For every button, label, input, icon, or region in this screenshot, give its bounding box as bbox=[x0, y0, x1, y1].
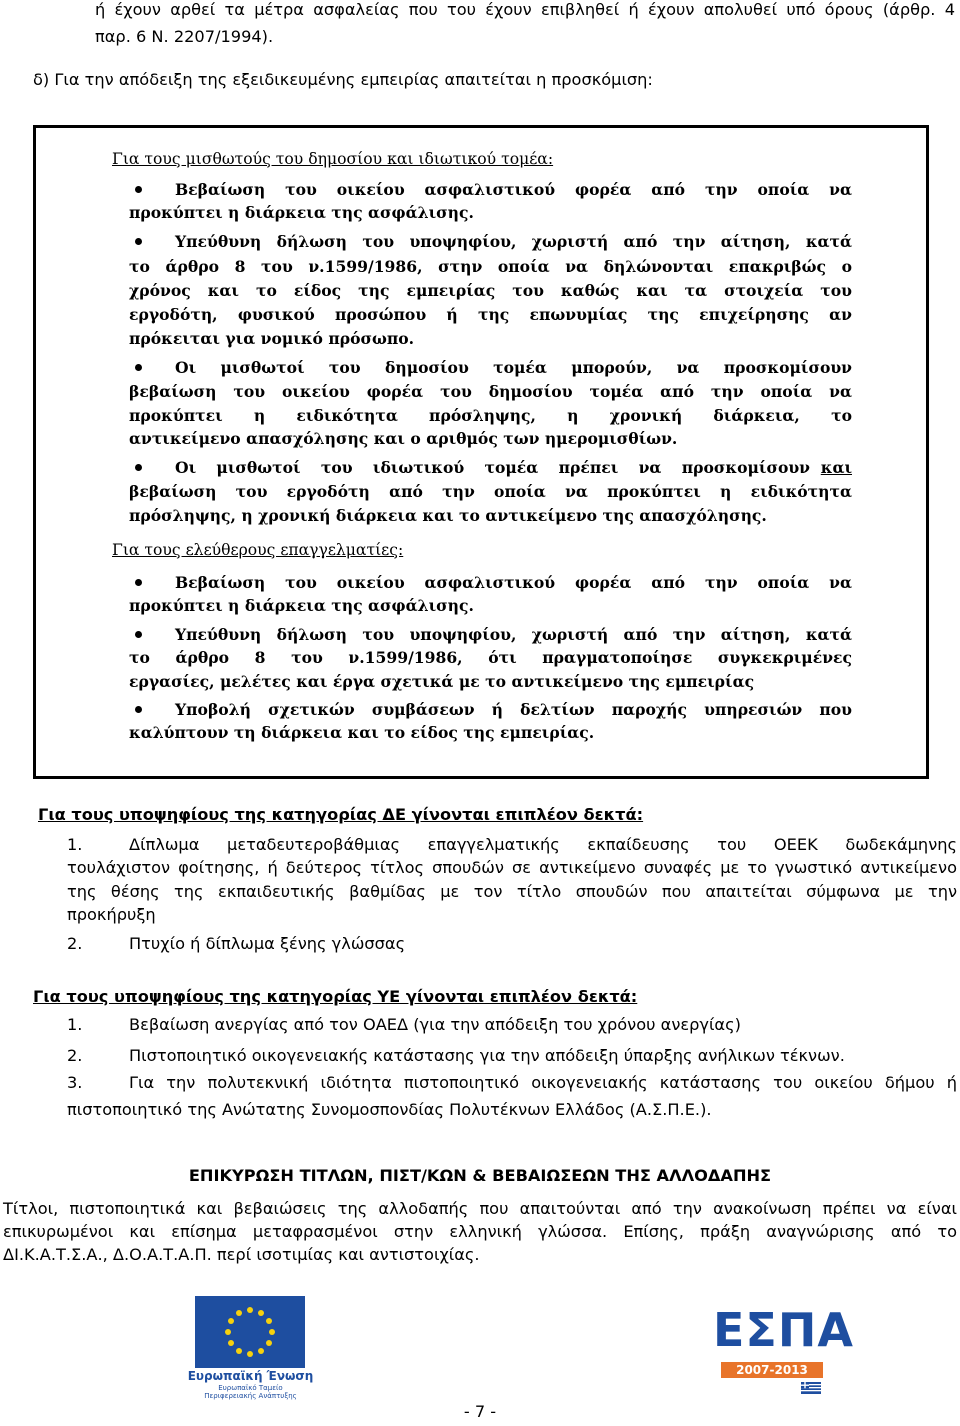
freelancers-item-2-line-3: εργασίες, μελέτες και έργα σχετικά με το αντικείμενο της εμπειρίας bbox=[129, 672, 755, 691]
ye-item-2-number: 2. bbox=[67, 1046, 83, 1065]
employees-item-3-line-4: αντικείμενο απασχόλησης και ο αριθμός των ημερομισθίων. bbox=[129, 429, 678, 448]
intro-line-2: παρ. 6 Ν. 2207/1994). bbox=[95, 27, 274, 46]
greek-flag-icon bbox=[801, 1382, 821, 1394]
ye-item-1-number: 1. bbox=[67, 1015, 83, 1034]
employees-item-4-text: Οι μισθωτοί του ιδιωτικού τομέα πρέπει να προσκομίσουν bbox=[175, 458, 810, 477]
employees-item-2-line-3: χρόνος και το είδος της εμπειρίας του καθώς και τα στοιχεία του bbox=[129, 281, 852, 300]
employees-item-3-line-2: βεβαίωση του οικείου φορέα του δημοσίου τομέα από την οποία να bbox=[129, 382, 852, 401]
section-delta-heading: δ) Για την απόδειξη της εξειδικευμένης εμπειρίας απαιτείται η προσκόμιση: bbox=[33, 70, 653, 89]
freelancers-item-1-line-1: Βεβαίωση του οικείου ασφαλιστικού φορέα από την οποία να bbox=[175, 573, 852, 592]
eu-name: Ευρωπαϊκή Ένωση bbox=[187, 1369, 314, 1383]
employees-item-4-line-2: βεβαίωση του εργοδότη από την οποία να προκύπτει η ειδικότητα bbox=[129, 482, 852, 501]
espa-logo bbox=[713, 1300, 854, 1395]
eu-fund-line-1: Ευρωπαϊκό Ταμείο bbox=[218, 1384, 283, 1392]
validation-title: ΕΠΙΚΥΡΩΣΗ ΤΙΤΛΩΝ, ΠΙΣΤ/ΚΩΝ & ΒΕΒΑΙΩΣΕΩΝ ΤΗΣ ΑΛΛΟΔΑΠΗΣ bbox=[188, 1166, 772, 1185]
ye-item-1-text: Βεβαίωση ανεργίας από τον ΟΑΕΔ (για την απόδειξη του χρόνου ανεργίας) bbox=[129, 1015, 741, 1034]
employees-heading: Για τους μισθωτούς του δημοσίου και ιδιωτικού τομέα: bbox=[112, 150, 554, 168]
freelancers-item-2-line-2: το άρθρο 8 του ν.1599/1986, ότι πραγματοποίησε συγκεκριμένες bbox=[129, 648, 852, 667]
ye-item-2-text: Πιστοποιητικό οικογενειακής κατάστασης για την απόδειξη ύπαρξης ανήλικων τέκνων. bbox=[129, 1046, 845, 1065]
bullet-icon bbox=[135, 579, 142, 586]
de-item-1-line-3: της θέσης της εκπαιδευτικής βαθμίδας με τον τίτλο σπουδών που απαιτείται σύμφωνα με την bbox=[67, 882, 957, 901]
employees-item-1-line-1: Βεβαίωση του οικείου ασφαλιστικού φορέα από την οποία να bbox=[175, 180, 852, 199]
employees-item-2-line-1: Υπεύθυνη δήλωση του υποψηφίου, χωριστή από την αίτηση, κατά bbox=[175, 232, 852, 251]
bullet-icon bbox=[135, 464, 142, 471]
de-item-2-text: Πτυχίο ή δίπλωμα ξένης γλώσσας bbox=[129, 934, 406, 953]
freelancers-item-2-line-1: Υπεύθυνη δήλωση του υποψηφίου, χωριστή από την αίτηση, κατά bbox=[175, 625, 852, 644]
bullet-icon bbox=[135, 186, 142, 193]
eu-logo bbox=[178, 1296, 323, 1400]
ye-item-3-line-1: Για την πολυτεκνική ιδιότητα πιστοποιητικό οικογενειακής κατάστασης του οικείου δήμου ή bbox=[129, 1073, 957, 1092]
ye-item-3-number: 3. bbox=[67, 1073, 83, 1092]
de-item-1-number: 1. bbox=[67, 835, 83, 854]
bullet-icon bbox=[135, 706, 142, 713]
ye-heading: Για τους υποψηφίους της κατηγορίας ΥΕ γίνονται επιπλέον δεκτά: bbox=[33, 987, 638, 1006]
employees-item-3-line-3: προκύπτει η ειδικότητα πρόσληψης, η χρονική διάρκεια, το bbox=[129, 406, 852, 425]
de-item-1-line-4: προκήρυξη bbox=[67, 905, 156, 924]
validation-line-3: ΔΙ.Κ.Α.Τ.Σ.Α., Δ.Ο.Α.Τ.Α.Π. περί ισοτιμίας και αντιστοιχίας. bbox=[3, 1245, 480, 1264]
de-item-1-line-1: Δίπλωμα μεταδευτεροβάθμιας επαγγελματικής εκπαίδευσης του ΟΕΕΚ δωδεκάμηνης bbox=[129, 835, 957, 854]
employees-item-2-line-5: πρόκειται για νομικό πρόσωπο. bbox=[129, 329, 415, 348]
employees-item-3-line-1: Οι μισθωτοί του δημοσίου τομέα μπορούν, να προσκομίσουν bbox=[175, 358, 852, 377]
de-item-2-number: 2. bbox=[67, 934, 83, 953]
freelancers-item-1-line-2: προκύπτει η διάρκεια της ασφάλισης. bbox=[129, 596, 474, 615]
ye-item-3-line-2: πιστοποιητικό της Ανώτατης Συνομοσπονδίας Πολυτέκνων Ελλάδος (Α.Σ.Π.Ε.). bbox=[67, 1100, 712, 1119]
employees-item-4-and: και bbox=[820, 458, 852, 477]
intro-line-1: ή έχουν αρθεί τα μέτρα ασφαλείας που του έχουν επιβληθεί ή έχουν απολυθεί υπό όρους (άρθρ. 4 bbox=[95, 0, 955, 19]
freelancers-item-3-line-2: καλύπτουν τη διάρκεια και το είδος της εμπειρίας. bbox=[129, 723, 595, 742]
employees-item-4-line-3: πρόσληψης, η χρονική διάρκεια και το αντικείμενο της απασχόλησης. bbox=[129, 506, 767, 525]
bullet-icon bbox=[135, 631, 142, 638]
employees-item-4-line-1 bbox=[175, 458, 852, 478]
page-number: - 7 - bbox=[463, 1402, 497, 1421]
bullet-icon bbox=[135, 238, 142, 245]
freelancers-item-3-line-1: Υποβολή σχετικών συμβάσεων ή δελτίων παροχής υπηρεσιών που bbox=[175, 700, 852, 719]
validation-line-2: επικυρωμένοι και επίσημα μεταφρασμένοι στην ελληνική γλώσσα. Επίσης, πράξη αναγνώρισης από το bbox=[3, 1222, 957, 1241]
de-heading: Για τους υποψηφίους της κατηγορίας ΔΕ γίνονται επιπλέον δεκτά: bbox=[38, 805, 644, 824]
validation-line-1: Τίτλοι, πιστοποιητικά και βεβαιώσεις της αλλοδαπής που απαιτούνται από την ανακοίνωση πρέπει να είναι bbox=[3, 1199, 957, 1218]
freelancers-heading: Για τους ελεύθερους επαγγελματίες: bbox=[112, 541, 404, 559]
espa-wordmark: ΕΣΠΑ bbox=[713, 1303, 854, 1357]
espa-years: 2007-2013 bbox=[721, 1362, 823, 1378]
eu-flag-icon bbox=[195, 1296, 305, 1368]
employees-item-2-line-2: το άρθρο 8 του ν.1599/1986, στην οποία να δηλώνονται επακριβώς ο bbox=[129, 257, 852, 276]
employees-item-2-line-4: εργοδότη, φυσικού προσώπου ή της επωνυμίας της επιχείρησης αν bbox=[129, 305, 852, 324]
eu-fund-line-2: Περιφερειακής Ανάπτυξης bbox=[204, 1392, 297, 1400]
bullet-icon bbox=[135, 364, 142, 371]
employees-item-1-line-2: προκύπτει η διάρκεια της ασφάλισης. bbox=[129, 203, 474, 222]
de-item-1-line-2: τουλάχιστον φοίτησης, ή δεύτερος τίτλος σπουδών σε αντικείμενο συναφές με το γνωστικό αντικείμενο bbox=[67, 858, 957, 877]
